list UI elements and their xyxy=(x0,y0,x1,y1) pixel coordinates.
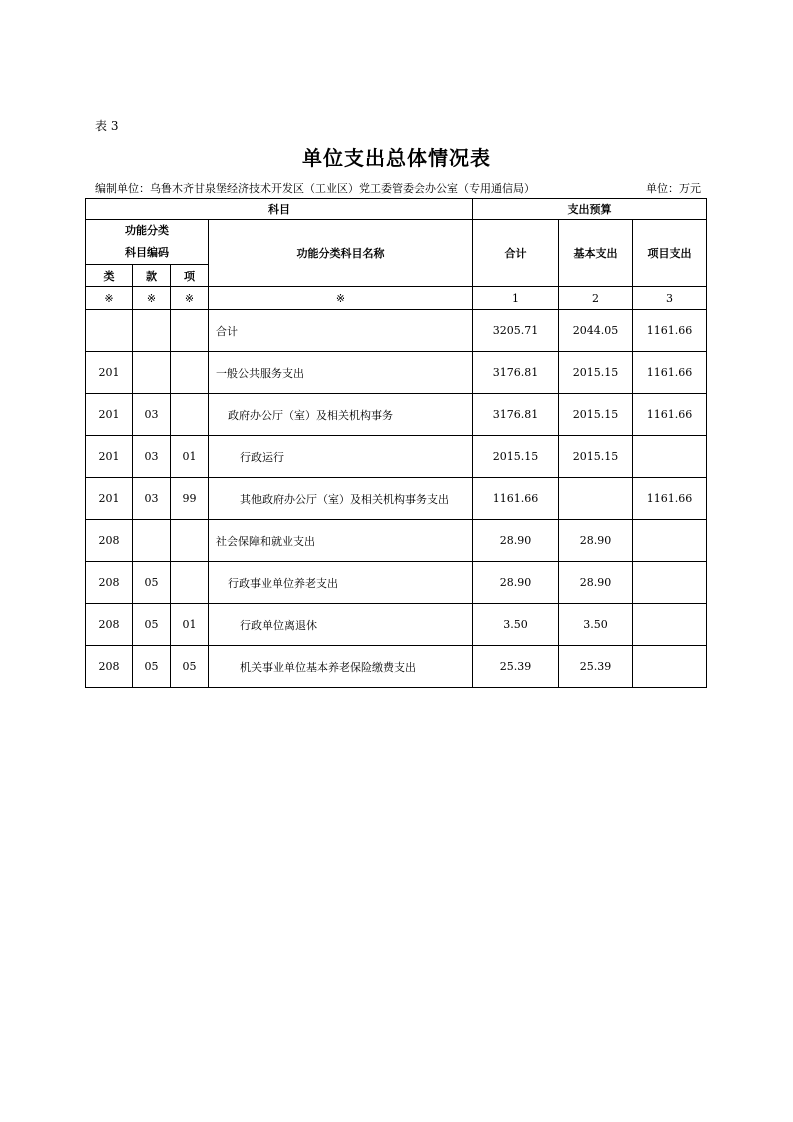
cell-project: 1161.66 xyxy=(633,352,707,394)
cell-total: 2015.15 xyxy=(473,436,559,478)
mark-lei: ※ xyxy=(86,287,133,310)
cell-total: 3.50 xyxy=(473,604,559,646)
header-budget: 支出预算 xyxy=(473,199,707,220)
cell-kuan xyxy=(133,520,171,562)
cell-lei: 201 xyxy=(86,394,133,436)
header-kuan: 款 xyxy=(133,265,171,287)
table-row xyxy=(86,562,707,604)
header-code-line1: 功能分类 xyxy=(125,224,169,237)
table-row xyxy=(86,352,707,394)
marker-row xyxy=(86,287,707,310)
table-number-label: 表 3 xyxy=(95,119,119,133)
cell-name: 行政单位离退休 xyxy=(209,604,473,646)
cell-basic: 3.50 xyxy=(559,604,633,646)
header-project: 项目支出 xyxy=(633,220,707,287)
cell-kuan xyxy=(133,310,171,352)
mark-project: 3 xyxy=(633,287,707,310)
cell-xiang xyxy=(171,520,209,562)
cell-lei: 201 xyxy=(86,478,133,520)
header-total: 合计 xyxy=(473,220,559,287)
cell-xiang: 01 xyxy=(171,436,209,478)
table-row xyxy=(86,646,707,688)
cell-kuan: 05 xyxy=(133,562,171,604)
table-row xyxy=(86,604,707,646)
header-basic: 基本支出 xyxy=(559,220,633,287)
cell-xiang: 01 xyxy=(171,604,209,646)
cell-total: 3176.81 xyxy=(473,394,559,436)
table-row xyxy=(86,520,707,562)
cell-basic: 28.90 xyxy=(559,562,633,604)
cell-total: 1161.66 xyxy=(473,478,559,520)
cell-total: 3176.81 xyxy=(473,352,559,394)
header-lei: 类 xyxy=(86,265,133,287)
cell-total: 28.90 xyxy=(473,562,559,604)
cell-total: 28.90 xyxy=(473,520,559,562)
cell-project xyxy=(633,562,707,604)
cell-project xyxy=(633,520,707,562)
table-row xyxy=(86,436,707,478)
cell-name: 行政事业单位养老支出 xyxy=(209,562,473,604)
mark-basic: 2 xyxy=(559,287,633,310)
cell-kuan: 03 xyxy=(133,478,171,520)
cell-total: 3205.71 xyxy=(473,310,559,352)
cell-project: 1161.66 xyxy=(633,310,707,352)
cell-name: 一般公共服务支出 xyxy=(209,352,473,394)
header-row-columns xyxy=(86,220,707,265)
cell-lei: 201 xyxy=(86,352,133,394)
cell-basic: 2015.15 xyxy=(559,394,633,436)
cell-name: 政府办公厅（室）及相关机构事务 xyxy=(209,394,473,436)
mark-total: 1 xyxy=(473,287,559,310)
cell-lei: 208 xyxy=(86,646,133,688)
cell-xiang xyxy=(171,394,209,436)
cell-project xyxy=(633,604,707,646)
table-row xyxy=(86,310,707,352)
unit-label: 单位：万元 xyxy=(646,182,701,195)
meta-row xyxy=(95,180,701,196)
cell-kuan: 05 xyxy=(133,646,171,688)
cell-name: 其他政府办公厅（室）及相关机构事务支出 xyxy=(209,478,473,520)
prepared-by: 编制单位：乌鲁木齐甘泉堡经济技术开发区（工业区）党工委管委会办公室（专用通信局） xyxy=(95,182,535,195)
cell-kuan: 05 xyxy=(133,604,171,646)
header-subject: 科目 xyxy=(86,199,473,220)
header-code-line2: 科目编码 xyxy=(125,246,169,259)
header-code xyxy=(86,220,209,265)
table-row xyxy=(86,394,707,436)
mark-xiang: ※ xyxy=(171,287,209,310)
header-name: 功能分类科目名称 xyxy=(209,220,473,287)
cell-lei: 208 xyxy=(86,562,133,604)
cell-name: 社会保障和就业支出 xyxy=(209,520,473,562)
cell-name: 机关事业单位基本养老保险缴费支出 xyxy=(209,646,473,688)
cell-lei xyxy=(86,310,133,352)
header-xiang: 项 xyxy=(171,265,209,287)
cell-name: 行政运行 xyxy=(209,436,473,478)
cell-kuan: 03 xyxy=(133,436,171,478)
table-row xyxy=(86,478,707,520)
cell-project: 1161.66 xyxy=(633,478,707,520)
mark-kuan: ※ xyxy=(133,287,171,310)
cell-lei: 208 xyxy=(86,604,133,646)
cell-basic xyxy=(559,478,633,520)
mark-name: ※ xyxy=(209,287,473,310)
cell-xiang xyxy=(171,352,209,394)
cell-basic: 2015.15 xyxy=(559,352,633,394)
cell-lei: 201 xyxy=(86,436,133,478)
cell-basic: 2044.05 xyxy=(559,310,633,352)
cell-name: 合计 xyxy=(209,310,473,352)
cell-xiang: 05 xyxy=(171,646,209,688)
cell-project xyxy=(633,436,707,478)
cell-total: 25.39 xyxy=(473,646,559,688)
cell-basic: 25.39 xyxy=(559,646,633,688)
cell-xiang: 99 xyxy=(171,478,209,520)
cell-project: 1161.66 xyxy=(633,394,707,436)
cell-project xyxy=(633,646,707,688)
cell-kuan: 03 xyxy=(133,394,171,436)
document-title: 单位支出总体情况表 xyxy=(302,146,491,170)
header-row-title xyxy=(86,199,707,220)
expenditure-table xyxy=(85,198,707,688)
cell-basic: 28.90 xyxy=(559,520,633,562)
cell-basic: 2015.15 xyxy=(559,436,633,478)
cell-kuan xyxy=(133,352,171,394)
cell-xiang xyxy=(171,310,209,352)
cell-lei: 208 xyxy=(86,520,133,562)
cell-xiang xyxy=(171,562,209,604)
